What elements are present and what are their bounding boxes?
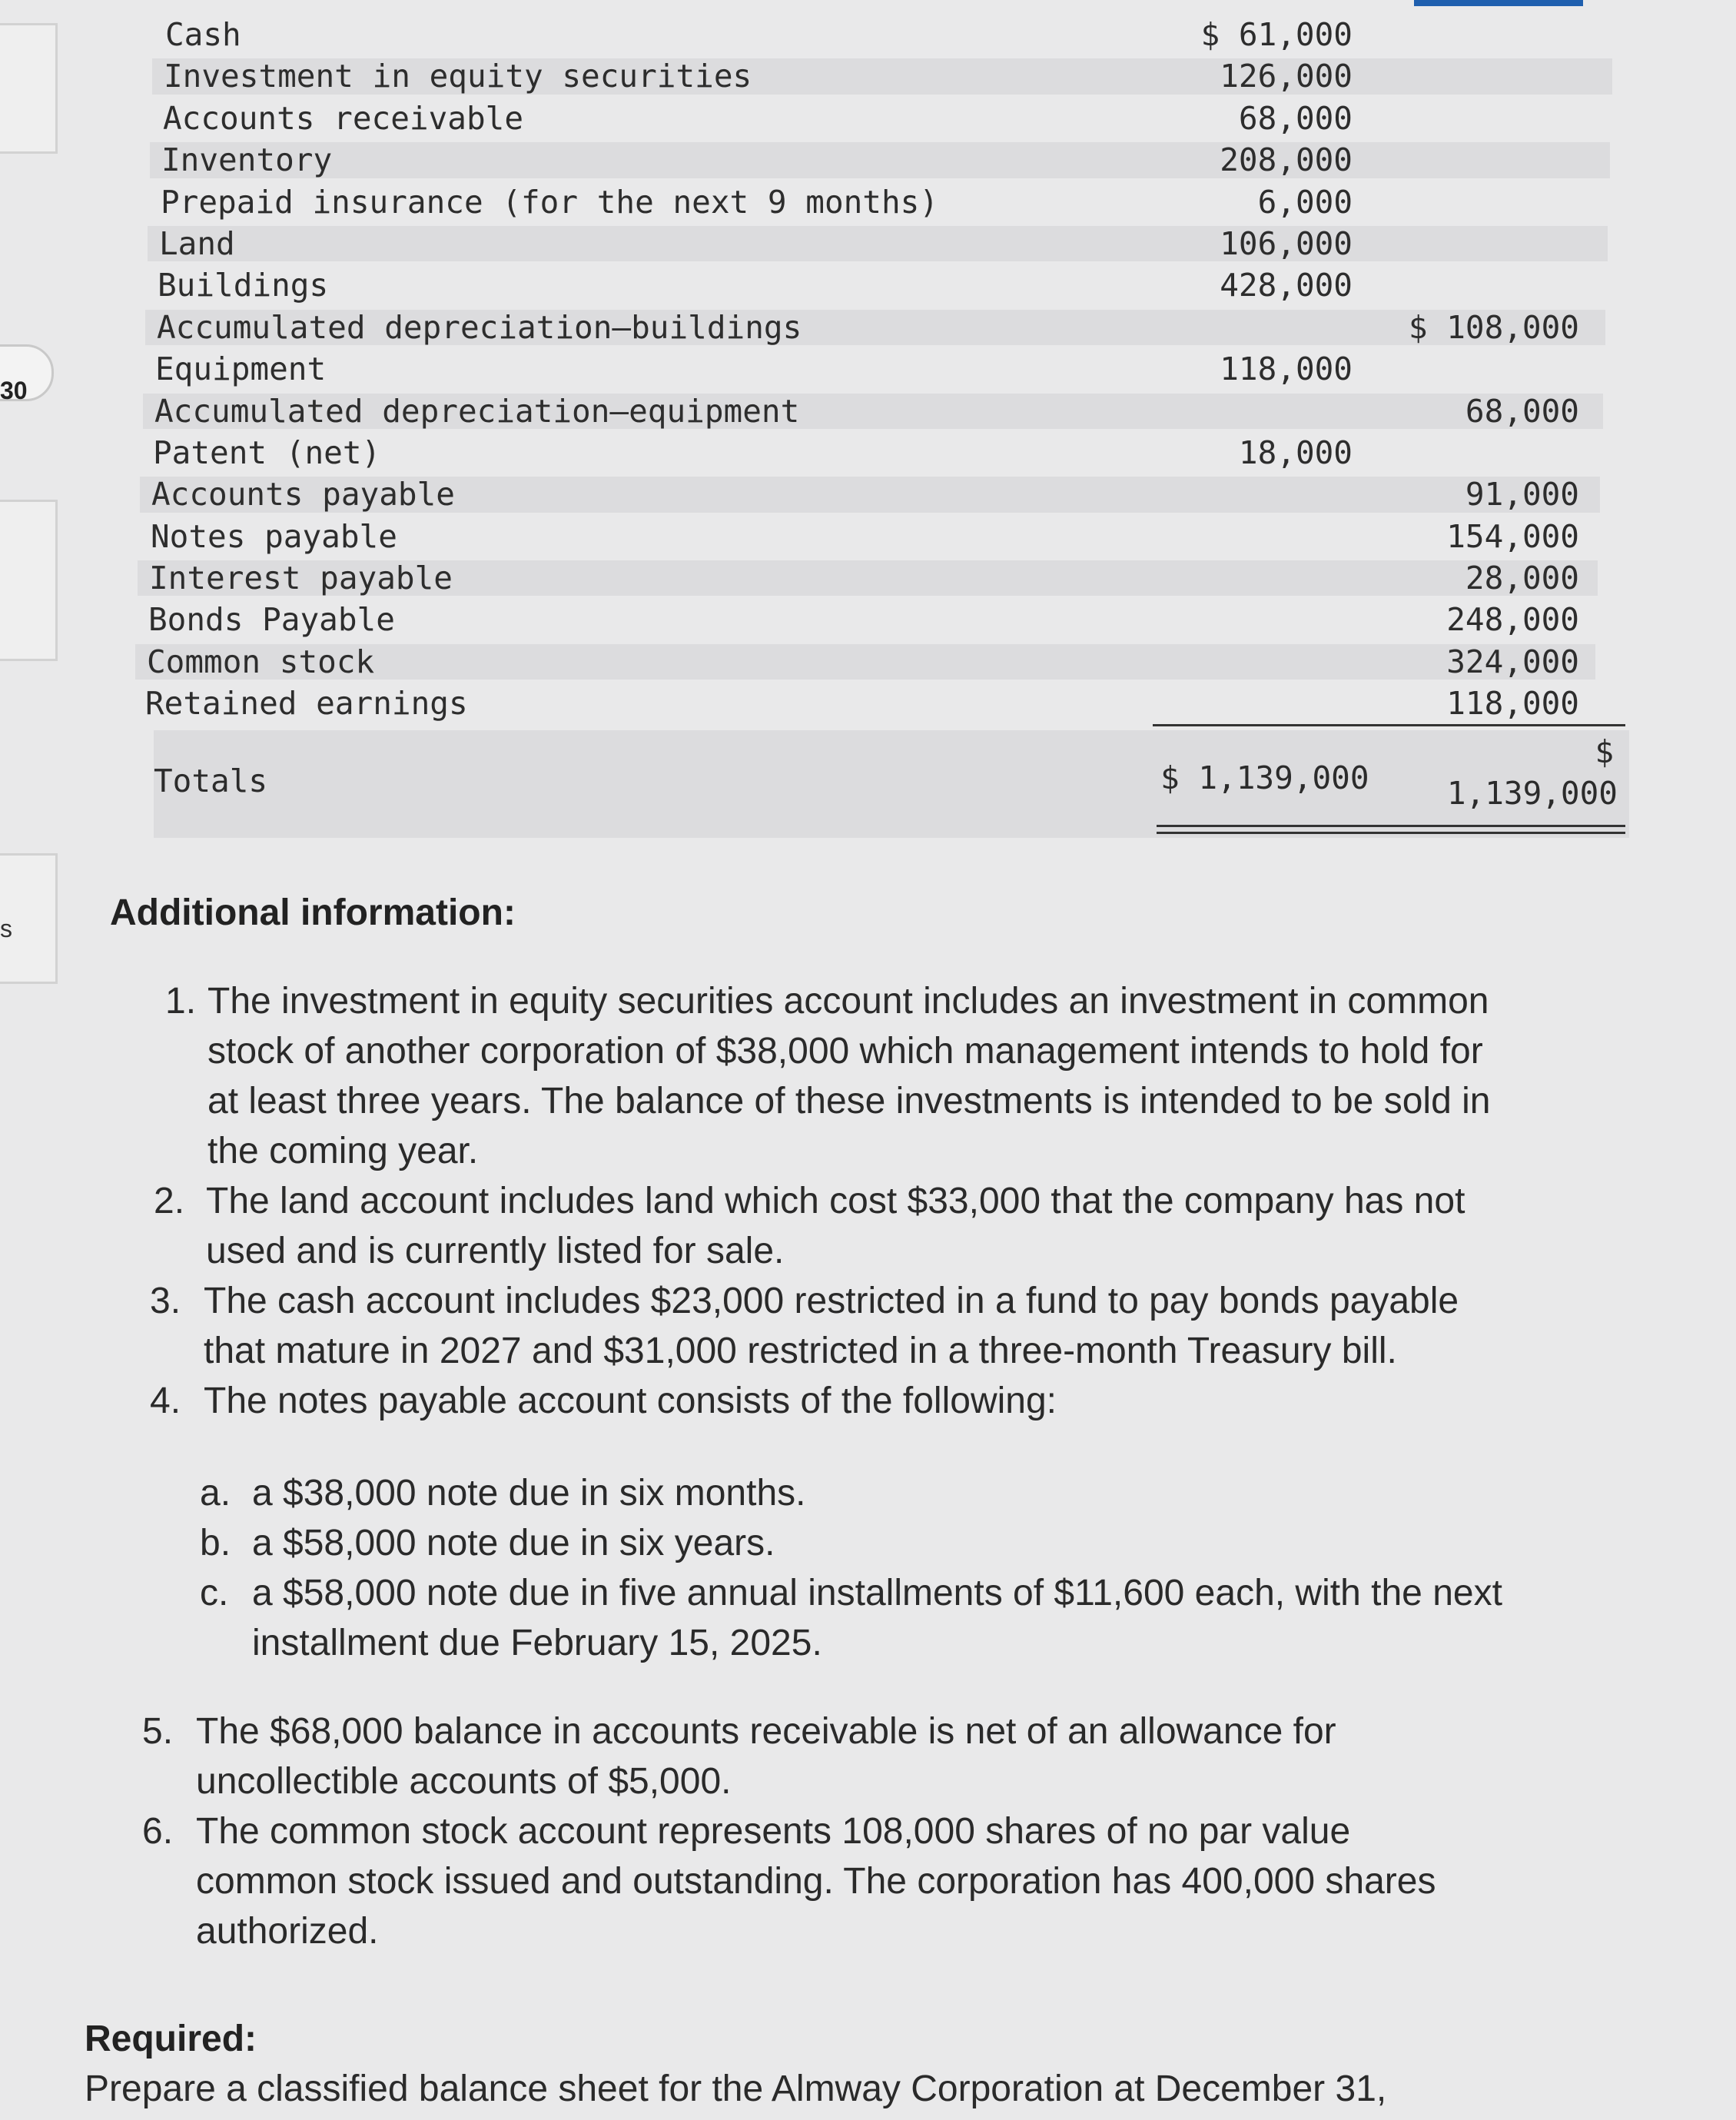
debit-amount: $ 61,000 [1200, 16, 1353, 53]
debit-amount: 428,000 [1220, 267, 1353, 304]
debit-amount: 208,000 [1220, 141, 1353, 179]
list-item-number: 3. [150, 1281, 181, 1321]
table-row [101, 223, 1623, 264]
table-row [89, 641, 1611, 683]
account-name: Accounts receivable [163, 99, 523, 137]
debit-amount: 6,000 [1257, 183, 1353, 221]
table-row [98, 348, 1619, 390]
account-name: Bonds Payable [148, 601, 395, 639]
table-row [100, 264, 1621, 306]
list-item-text: used and is currently listed for sale. [206, 1231, 785, 1271]
table-row [91, 599, 1612, 640]
required-heading: Required: [85, 2019, 257, 2059]
account-name: Common stock [147, 643, 375, 680]
subtotal-rule [1153, 724, 1625, 726]
total-double-rule [1157, 825, 1625, 834]
debit-amount: 18,000 [1238, 434, 1353, 471]
credit-amount: 154,000 [1446, 517, 1579, 555]
credit-amount: 28,000 [1465, 560, 1579, 597]
account-name: Inventory [161, 141, 333, 179]
list-item-text: common stock issued and outstanding. The corporation has 400,000 shares [196, 1861, 1436, 1902]
list-item-text: a $58,000 note due in six years. [252, 1523, 775, 1563]
list-item-text: The land account includes land which cost $33,000 that the company has not [206, 1181, 1465, 1221]
account-name: Interest payable [149, 560, 453, 597]
table-row [94, 474, 1615, 515]
list-item-text: a $38,000 note due in six months. [252, 1473, 806, 1514]
account-name: Retained earnings [145, 685, 468, 723]
list-item-number: b. [200, 1523, 231, 1563]
debit-amount: 118,000 [1220, 351, 1353, 388]
list-item-text: authorized. [196, 1911, 379, 1952]
totals-credit-symbol: $ [1595, 733, 1614, 770]
account-name: Accumulated depreciation–buildings [157, 308, 802, 346]
list-item-text: the coming year. [207, 1131, 479, 1171]
table-row [105, 98, 1627, 139]
list-item-text: The cash account includes $23,000 restricted in a fund to pay bonds payable [204, 1281, 1459, 1321]
row-band [154, 17, 1614, 52]
list-item-number: 6. [142, 1811, 174, 1852]
row-band [150, 142, 1610, 178]
debit-amount: 106,000 [1220, 224, 1353, 262]
list-item-number: c. [200, 1573, 229, 1613]
list-item-text: The investment in equity securities account includes an investment in common [207, 981, 1489, 1022]
row-band [148, 226, 1608, 261]
account-name: Land [159, 224, 235, 262]
account-name: Buildings [158, 267, 329, 304]
account-name: Patent (net) [153, 434, 381, 471]
list-item-number: 5. [142, 1711, 174, 1752]
table-row [108, 14, 1629, 55]
trial-balance-table [108, 14, 1629, 725]
account-name: Investment in equity securities [164, 58, 752, 95]
list-item-text: uncollectible accounts of $5,000. [196, 1761, 732, 1802]
gutter-panel [0, 23, 58, 154]
list-item-number: a. [200, 1473, 231, 1514]
top-accent-bar [1414, 0, 1583, 6]
credit-amount: 68,000 [1465, 392, 1579, 430]
question-number: 30 [0, 377, 28, 404]
account-name: Notes payable [151, 517, 397, 555]
required-text: Prepare a classified balance sheet for the Almway Corporation at December 31, [85, 2068, 1387, 2109]
credit-amount: 118,000 [1446, 685, 1579, 723]
row-band [146, 267, 1606, 303]
list-item-text: The $68,000 balance in accounts receivable is net of an allowance for [196, 1711, 1336, 1752]
list-item-number: 2. [154, 1181, 185, 1221]
debit-amount: 68,000 [1238, 99, 1353, 137]
account-name: Prepaid insurance (for the next 9 months) [161, 183, 939, 221]
list-item-text: The notes payable account consists of the following: [204, 1381, 1057, 1421]
credit-amount: $ 108,000 [1408, 308, 1579, 346]
row-band [144, 351, 1604, 387]
list-item-text: installment due February 15, 2025. [252, 1623, 822, 1663]
gutter-letter: s [0, 915, 12, 942]
totals-credit: 1,139,000 [1446, 775, 1618, 812]
table-row [103, 181, 1625, 223]
list-item-text: a $58,000 note due in five annual installments of $11,600 each, with the next [252, 1573, 1502, 1613]
table-row [104, 139, 1625, 181]
table-row [106, 55, 1628, 97]
account-name: Equipment [155, 351, 327, 388]
list-item-text: stock of another corporation of $38,000 which management intends to hold for [207, 1031, 1483, 1072]
list-item-number: 4. [150, 1381, 181, 1421]
table-row [88, 683, 1609, 724]
list-item-text: that mature in 2027 and $31,000 restricted in a three-month Treasury bill. [204, 1331, 1397, 1371]
list-item-text: The common stock account represents 108,000 shares of no par value [196, 1811, 1351, 1852]
totals-label: Totals [154, 763, 268, 799]
credit-amount: 324,000 [1446, 643, 1579, 680]
debit-amount: 126,000 [1220, 58, 1353, 95]
table-row [95, 432, 1617, 474]
additional-info-heading: Additional information: [110, 892, 516, 933]
table-row [93, 516, 1615, 557]
credit-amount: 91,000 [1465, 476, 1579, 513]
totals-debit: $ 1,139,000 [1160, 759, 1369, 796]
list-item-number: 1. [165, 981, 197, 1022]
totals-row [154, 730, 1629, 838]
table-row [99, 307, 1621, 348]
list-item-text: at least three years. The balance of these investments is intended to be sold in [207, 1081, 1491, 1121]
gutter-panel [0, 500, 58, 661]
account-name: Accumulated depreciation–equipment [154, 392, 800, 430]
table-row [97, 390, 1618, 432]
table-row [91, 557, 1613, 599]
account-name: Accounts payable [151, 476, 455, 513]
credit-amount: 248,000 [1446, 601, 1579, 639]
account-name: Cash [165, 16, 241, 53]
